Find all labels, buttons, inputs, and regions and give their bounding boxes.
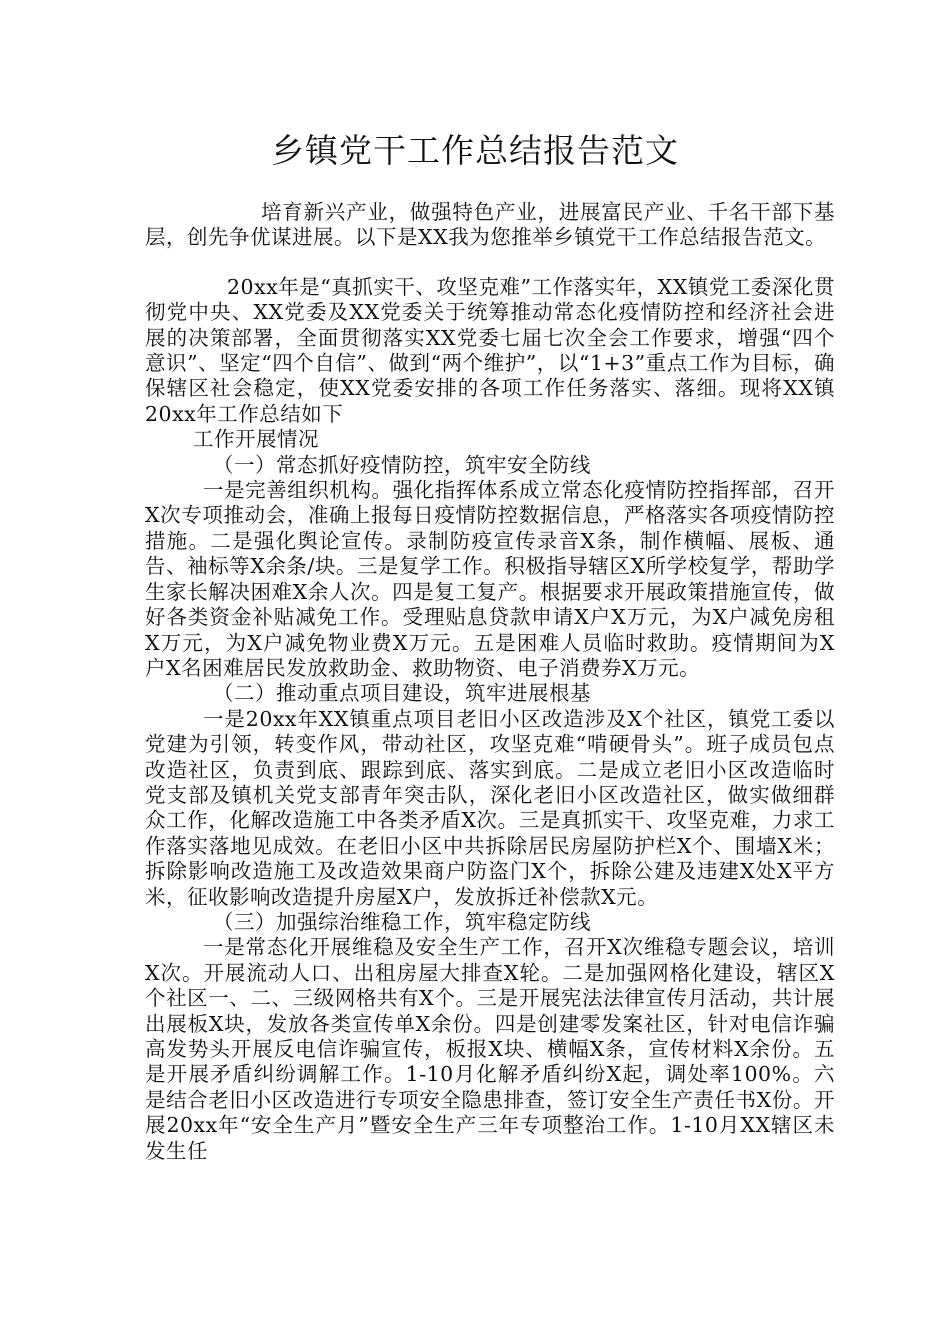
document-body: [145, 200, 835, 1164]
section-2-heading: （二）推动重点项目建设，筑牢进展根基: [213, 681, 591, 706]
section-1-heading: （一）常态抓好疫情防控，筑牢安全防线: [213, 452, 591, 477]
subheading: 工作开展情况: [193, 427, 319, 452]
section-3-paragraph: 一是常态化开展维稳及安全生产工作，召开X次维稳专题会议，培训X次。开展流动人口、出租房屋大排查X轮。二是加强网格化建设，辖区X个社区一、二、三级网格共有X个。三是开展宪法法律宣传月活动，共计展出展板X块，发放各类宣传单X余份。四是创建零发案社区，针对电信诈骗高发势头开展反电信诈骗宣传，板报X块、横幅X条，宣传材料X余份。五是开展矛盾纠纷调解工作。1-10月化解矛盾纠纷X起，调处率100%。六是结合老旧小区改造进行专项安全隐患排查，签订安全生产责任书X份。开展20xx年“安全生产月”暨安全生产三年专项整治工作。1-10月XX辖区未发生任: [145, 935, 835, 1163]
intro-paragraph: 培育新兴产业，做强特色产业，进展富民产业、千名干部下基层，创先争优谋进展。以下是XX我为您推举乡镇党干工作总结报告范文。: [145, 200, 835, 250]
document-title: 乡镇党干工作总结报告范文: [271, 131, 679, 170]
section-1-paragraph: 一是完善组织机构。强化指挥体系成立常态化疫情防控指挥部，召开X次专项推动会，准确上报每日疫情防控数据信息，严格落实各项疫情防控措施。二是强化舆论宣传。录制防疫宣传录音X条，制作横幅、展板、通告、袖标等X余条/块。三是复学工作。积极指导辖区X所学校复学，帮助学生家长解决困难X余人次。四是复工复产。根据要求开展政策措施宣传，做好各类资金补贴减免工作。受理贴息贷款申请X户X万元，为X户减免房租X万元，为X户减免物业费X万元。五是困难人员临时救助。疫情期间为X户X名困难居民发放救助金、救助物资、电子消费券X万元。: [145, 478, 835, 680]
section-2-paragraph: 一是20xx年XX镇重点项目老旧小区改造涉及X个社区，镇党工委以党建为引领，转变作风，带动社区，攻坚克难“啃硬骨头”。班子成员包点改造社区，负责到底、跟踪到底、落实到底。二是成立老旧小区改造临时党支部及镇机关党支部青年突击队，深化老旧小区改造社区，做实做细群众工作，化解改造施工中各类矛盾X次。三是真抓实干、攻坚克难，力求工作落实落地见成效。在老旧小区中共拆除居民房屋防护栏X个、围墙X米；拆除影响改造施工及改造效果商户防盗门X个，拆除公建及违建X处X平方米，征收影响改造提升房屋X户，发放拆迁补偿款X元。: [145, 706, 835, 909]
section-3-heading: （三）加强综治维稳工作，筑牢稳定防线: [213, 909, 591, 934]
overview-paragraph: 20xx年是“真抓实干、攻坚克难”工作落实年，XX镇党工委深化贯彻党中央、XX党委及XX党委关于统筹推动常态化疫情防控和经济社会进展的决策部署，全面贯彻落实XX党委七届七次全会工作要求，增强“四个意识”、坚定“四个自信”、做到“两个维护”，以“1+3”重点工作为目标，确保辖区社会稳定，使XX党委安排的各项工作任务落实、落细。现将XX镇20xx年工作总结如下: [145, 274, 835, 426]
